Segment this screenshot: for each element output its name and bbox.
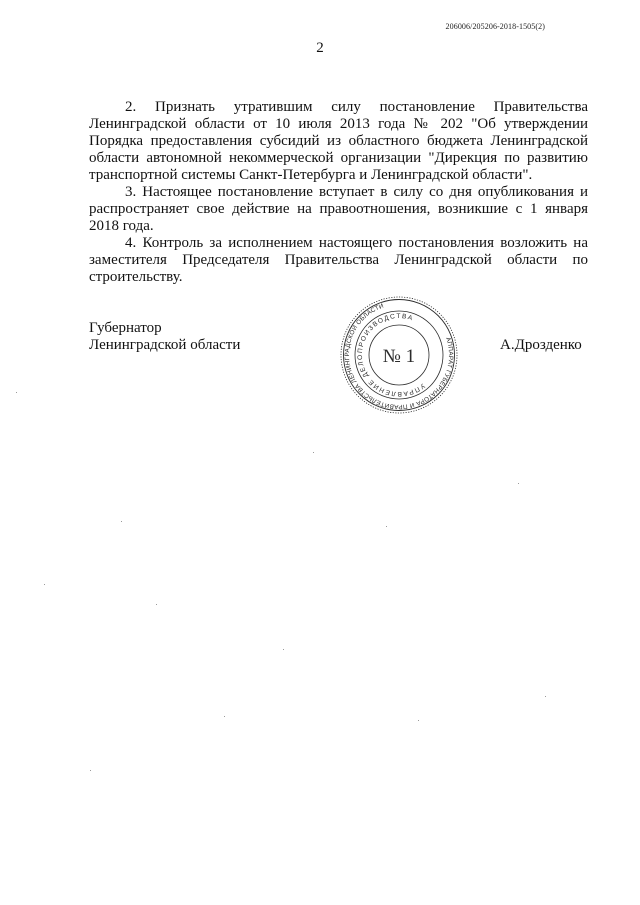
- body-text: [89, 99, 588, 286]
- signatory-position-line2: Ленинградской области: [89, 337, 241, 353]
- page-number: 2: [316, 40, 324, 56]
- stamp-center-text: № 1: [382, 346, 416, 367]
- signatory-name: А.Дрозденко: [500, 337, 582, 353]
- document-code: 206006/205206-2018-1505(2): [445, 22, 545, 31]
- signatory-position-line1: Губернатор: [89, 320, 162, 336]
- stamp-inner-text: УПРАВЛЕНИЕ ДЕЛОПРОИЗВОДСТВА: [356, 312, 426, 398]
- paragraph-3: 3. Настоящее постановление вступает в силу со дня опубликования и распространяет свое действие на правоотношения, возникшие с 1 января 2018 года.: [89, 184, 588, 234]
- official-stamp: [339, 296, 459, 414]
- paragraph-4: 4. Контроль за исполнением настоящего постановления возложить на заместителя Председателя Правительства Ленинградской области по строительству.: [89, 235, 588, 285]
- stamp-outer-text: АППАРАТ ГУБЕРНАТОРА И ПРАВИТЕЛЬСТВА ЛЕНИНГРАДСКОЙ ОБЛАСТИ: [343, 302, 455, 411]
- signatory-position: [89, 320, 240, 354]
- paragraph-2: 2. Признать утратившим силу постановление Правительства Ленинградской области от 10 июля 2013 года № 202 "Об утверждении Порядка предоставления субсидий из областного бюджета Ленинградской области автономной некоммерческой организации "Дирекция по развитию транспортной системы Санкт-Петербурга и Ленинградской области".: [89, 99, 588, 183]
